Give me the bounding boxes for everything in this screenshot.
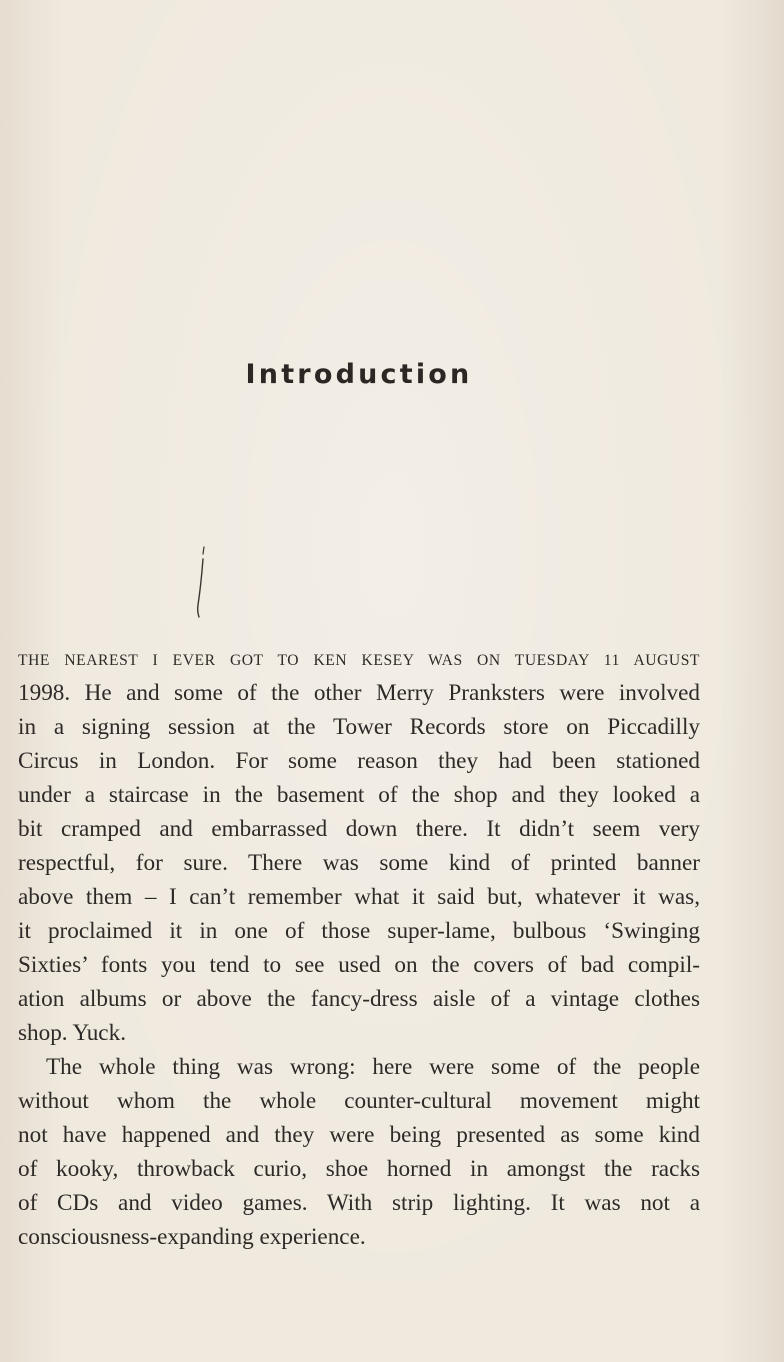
- text-line: under a staircase in the basement of the shop and they looked a: [18, 782, 700, 808]
- text-line: of CDs and video games. With strip lighting. It was not a: [18, 1190, 700, 1216]
- text-line: not have happened and they were being presented as some kind: [18, 1122, 700, 1148]
- text-line: shop. Yuck.: [18, 1020, 126, 1046]
- paragraph: [18, 1050, 700, 1254]
- paragraph: [18, 646, 700, 1050]
- chapter-title: Introduction: [245, 359, 473, 390]
- text-line: without whom the whole counter-cultural movement might: [18, 1088, 700, 1114]
- text-line: The whole thing was wrong: here were some of the people: [46, 1054, 700, 1080]
- opening-small-caps-line: THE NEAREST I EVER GOT TO KEN KESEY WAS ON TUESDAY 11 AUGUST: [18, 652, 700, 669]
- text-line: bit cramped and embarrassed down there. It didn’t seem very: [18, 816, 700, 842]
- text-line: of kooky, throwback curio, shoe horned in amongst the racks: [18, 1156, 700, 1182]
- text-line: consciousness-expanding experience.: [18, 1224, 366, 1250]
- text-line: in a signing session at the Tower Records store on Piccadilly: [18, 714, 700, 740]
- text-line: 1998. He and some of the other Merry Pranksters were involved: [18, 680, 700, 706]
- text-line: Circus in London. For some reason they had been stationed: [18, 748, 700, 774]
- text-line: ation albums or above the fancy-dress aisle of a vintage clothes: [18, 986, 700, 1012]
- show-through-text: [18, 95, 700, 465]
- show-through-text: [18, 470, 700, 640]
- text-line: respectful, for sure. There was some kind of printed banner: [18, 850, 700, 876]
- body-text: [18, 646, 700, 1254]
- text-line: it proclaimed it in one of those super-lame, bulbous ‘Swinging: [18, 918, 700, 944]
- text-line: above them – I can’t remember what it said but, whatever it was,: [18, 884, 700, 910]
- text-line: Sixties’ fonts you tend to see used on the covers of bad compil-: [18, 952, 700, 978]
- pen-mark: [192, 545, 212, 635]
